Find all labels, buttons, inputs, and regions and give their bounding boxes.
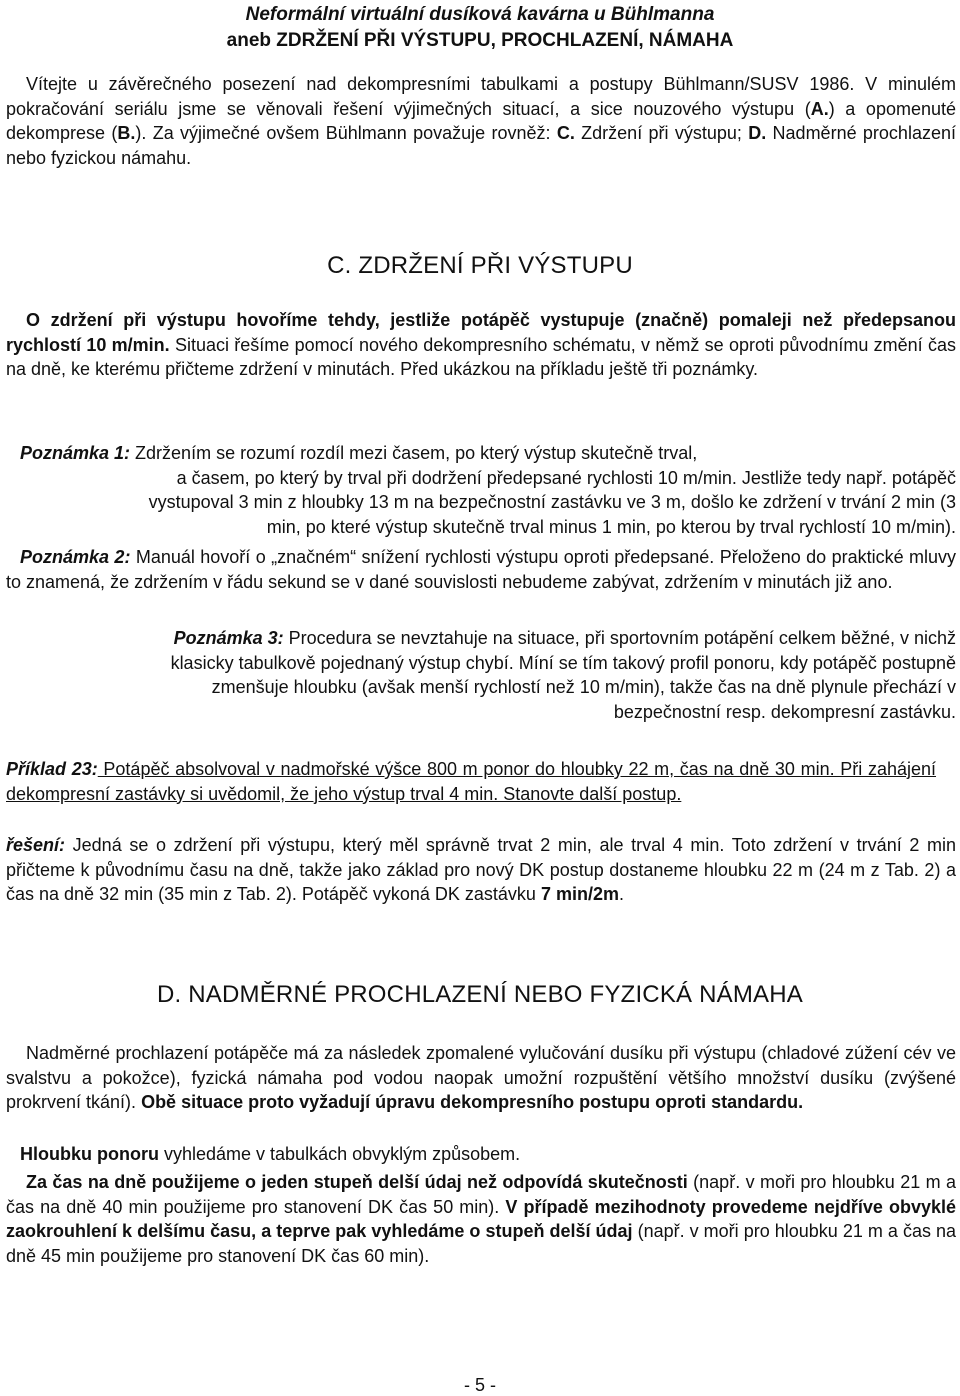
section-d-paragraph-3: Za čas na dně použijeme o jeden stupeň delší údaj než odpovídá skutečnosti (např. v moři pro hloubku 21 m a čas na dně 40 min použijeme pro stanovení DK čas 50 min). V případě mezihodnoty provedeme nejdříve obvyklé zaokrouhlení k delšímu času, a teprve pak vyhledáme o stupeň delší údaj (např. v moři pro hloubku 21 m a čas na dně 45 min použijeme pro stanovení DK čas 60 min). xyxy=(6,1172,957,1267)
note-2: Poznámka 2: Manuál hovoří o „značném“ snížení rychlosti výstupu oproti předepsané. Přeloženo do praktické mluvy to znamená, že zdržením v řádu sekund se v dané souvislosti nebudeme zabývat, zdržením v minutách již ano. xyxy=(6,547,956,592)
section-c-paragraph: O zdržení při výstupu hovoříme tehdy, jestliže potápěč vystupuje (značně) pomaleji než předepsanou rychlostí 10 m/min. Situaci řešíme pomocí nového dekompresního schématu, v němž se oproti původnímu změní čas na dně, ke kterému přičteme zdržení v minutách. Před ukázkou na příkladu ještě tři poznámky. xyxy=(6,310,956,380)
document-title xyxy=(0,2,960,54)
note-3: Poznámka 3: Procedura se nevztahuje na situace, při sportovním potápění celkem běžné, v nichž klasicky tabulkově pojednaný výstup chybí. Míní se tím takový profil ponoru, kdy potápěč postupně zmenšuje hloubku (avšak menší rychlostí než 10 m/min), takže čas na dně plynule přechází v bezpečnostní resp. dekompresní zastávku. xyxy=(170,628,956,723)
title-line-1: Neformální virtuální dusíková kavárna u Bühlmanna xyxy=(245,4,715,25)
page-number: - 5 - xyxy=(463,1375,496,1395)
intro-paragraph: Vítejte u závěrečného posezení nad dekompresními tabulkami a postupy Bühlmann/SUSV 1986. V minulém pokračování seriálu jsme se věnovali řešení výjimečných situací, a sice nouzového výstupu (A.) a opomenuté dekomprese (B.). Za výjimečné ovšem Bühlmann považuje rovněž: C. Zdržení při výstupu; D. Nadměrné prochlazení nebo fyzickou námahu. xyxy=(6,74,957,169)
example-23: Příklad 23: Potápěč absolvoval v nadmořské výšce 800 m ponor do hloubky 22 m, čas na dně 30 min. Při zahájení dekompresní zastávky si uvědomil, že jeho výstup trval 4 min. Stanovte další postup. xyxy=(6,759,937,804)
section-d-heading: D. NADMĚRNÉ PROCHLAZENÍ NEBO FYZICKÁ NÁMAHA xyxy=(156,981,804,1008)
section-d-paragraph-2: Hloubku ponoru vyhledáme v tabulkách obvyklým způsobem. xyxy=(20,1144,521,1164)
section-c-heading: C. ZDRŽENÍ PŘI VÝSTUPU xyxy=(327,252,633,279)
note-1: Poznámka 1: Zdržením se rozumí rozdíl mezi časem, po který výstup skutečně trval, a časem, po který by trval při dodržení předepsané rychlosti 10 m/min. Jestliže tedy např. potápěč vystupoval 3 min z hloubky 13 m na bezpečnostní zastávku ve 3 m, došlo ke zdržení v trvání 2 min (3 min, po které výstup skutečně trval minus 1 min, po kterou by trval rychlostí 10 m/min). xyxy=(20,443,956,538)
title-line-2: aneb ZDRŽENÍ PŘI VÝSTUPU, PROCHLAZENÍ, NÁMAHA xyxy=(226,30,734,51)
section-d-paragraph-1: Nadměrné prochlazení potápěče má za následek zpomalené vylučování dusíku při výstupu (chladové zúžení cév ve svalstvu a pokožce), fyzická námaha pod vodou naopak umožní rozpuštění většího množství dusíku (zvýšené prokrvení tkání). Obě situace proto vyžadují úpravu dekompresního postupu oproti standardu. xyxy=(6,1043,956,1113)
example-23-solution: řešení: Jedná se o zdržení při výstupu, který měl správně trvat 2 min, ale trval 4 min. Toto zdržení v trvání 2 min přičteme k původnímu času na dně, takže jako základ pro nový DK postup dostaneme hloubku 22 m (24 m z Tab. 2) a čas na dně 32 min (35 min z Tab. 2). Potápěč vykoná DK zastávku 7 min/2m. xyxy=(6,835,956,905)
